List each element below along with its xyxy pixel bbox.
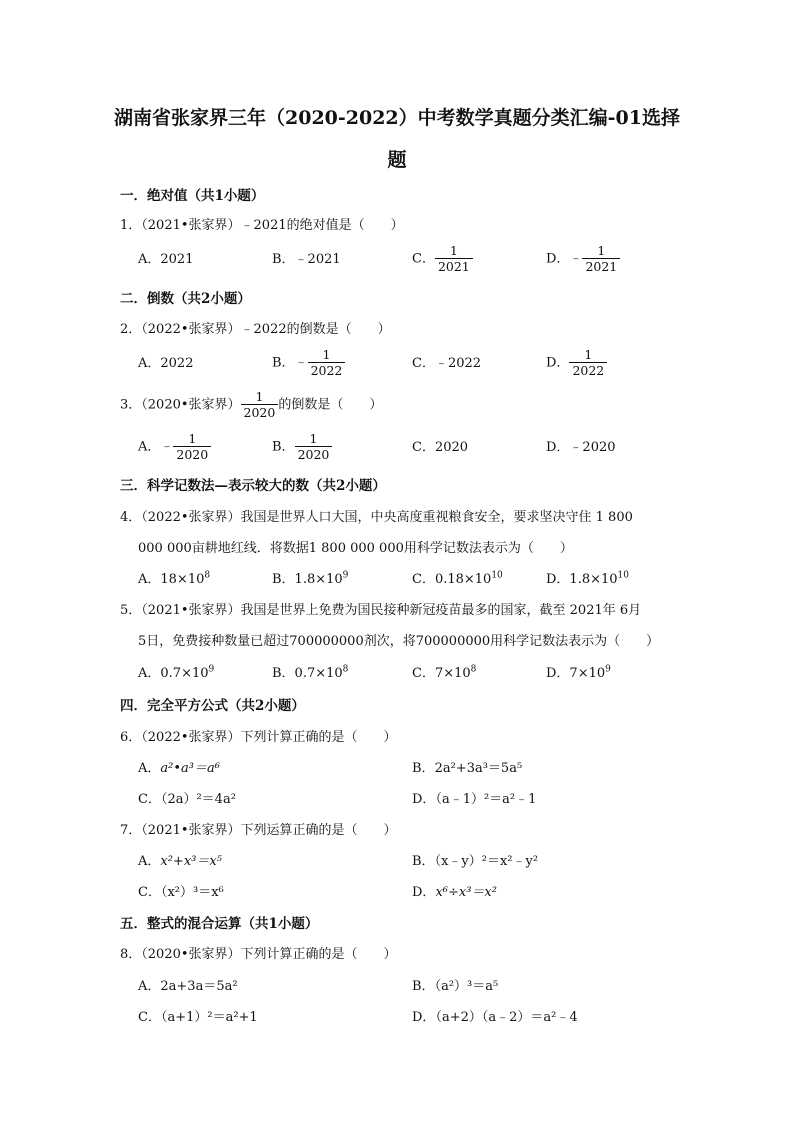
question-1-option-a: A．2021 [138, 252, 194, 267]
page-title-line2: 题 [387, 149, 407, 171]
option-expression: （a+1）²＝a²+1 [160, 1010, 258, 1025]
option-text: B．0.7×10 [272, 666, 343, 681]
option-label: C． [138, 885, 161, 900]
option-label: D． [546, 355, 570, 371]
question-3-stem [120, 390, 382, 420]
option-text: B．1.8×10 [272, 572, 343, 587]
question-8-option-d [412, 1009, 578, 1027]
option-text: D．1.8×10 [546, 572, 618, 587]
option-label: B． [412, 761, 435, 776]
question-2-option-d [546, 348, 607, 378]
question-2-option-a: A．2022 [138, 356, 194, 371]
exponent: 10 [491, 570, 503, 581]
fraction-numerator: 1 [322, 347, 331, 362]
section-heading-2: 二．倒数（共2小题） [120, 291, 251, 307]
option-label: B． [272, 439, 295, 455]
question-6-option-c [138, 791, 236, 809]
exponent: 8 [342, 664, 349, 675]
fraction [241, 390, 279, 420]
question-6-option-a [138, 760, 220, 778]
question-7-option-d [412, 884, 497, 902]
option-label: A． [138, 979, 161, 994]
section-heading-3: 三．科学记数法—表示较大的数（共2小题） [120, 478, 386, 494]
fraction-denominator: 2021 [435, 258, 473, 274]
option-expression: （a²）³＝a⁵ [434, 979, 499, 994]
option-label: D． [546, 251, 570, 267]
section-heading-5: 五．整式的混合运算（共1小题） [120, 916, 319, 932]
option-expression: 2a²+3a³＝5a⁵ [434, 761, 523, 776]
question-2-stem: 2．（2022•张家界）﹣2022的倒数是（ ） [120, 322, 391, 337]
exponent: 9 [342, 570, 349, 581]
option-label: C． [412, 251, 435, 267]
question-7-option-b [412, 853, 538, 871]
fraction [295, 432, 333, 462]
section-heading-1: 一．绝对值（共1小题） [120, 188, 265, 204]
question-1-stem: 1．（2021•张家界）﹣2021的绝对值是（ ） [120, 218, 404, 233]
question-5-option-b [272, 665, 348, 683]
fraction-denominator: 2022 [308, 362, 346, 378]
fraction-numerator: 1 [597, 243, 606, 258]
option-label: D． [412, 792, 436, 807]
question-7-option-c [138, 884, 224, 902]
fraction-denominator: 2020 [241, 404, 279, 420]
option-label: A． [138, 439, 161, 455]
minus-sign: ﹣ [569, 251, 583, 266]
exponent: 8 [470, 664, 477, 675]
option-text: D．7×10 [546, 666, 606, 681]
question-8-option-c [138, 1009, 258, 1027]
option-label: D． [412, 885, 436, 900]
question-3-option-d: D．﹣2020 [546, 440, 616, 455]
fraction-numerator: 1 [188, 431, 197, 446]
page-title-line1: 湖南省张家界三年（2020-2022）中考数学真题分类汇编-01选择 [114, 107, 680, 129]
option-text: C．7×10 [412, 666, 471, 681]
question-6-option-b [412, 760, 522, 778]
option-text: A．18×10 [138, 572, 205, 587]
fraction [435, 244, 473, 274]
option-expression: （a+2）（a﹣2）＝a²﹣4 [435, 1010, 578, 1025]
question-1-option-b: B．﹣2021 [272, 252, 341, 267]
fraction [173, 432, 211, 462]
question-4-stem-line1: 4．（2022•张家界）我国是世界人口大国，中央高度重视粮食安全，要求坚决守住 1 800 [120, 510, 633, 525]
option-expression: （2a）²＝4a² [160, 792, 236, 807]
question-8-stem: 8．（2020•张家界）下列计算正确的是（ ） [120, 947, 397, 962]
question-1-option-c [412, 244, 473, 274]
fraction-numerator: 1 [309, 431, 318, 446]
question-3-text: 的倒数是（ ） [278, 397, 383, 413]
option-text: A．0.7×10 [138, 666, 209, 681]
question-4-option-c [412, 571, 503, 589]
fraction-denominator: 2021 [582, 258, 620, 274]
option-expression: a²•a³＝a⁶ [160, 761, 220, 776]
fraction-denominator: 2020 [295, 446, 333, 462]
question-4-stem-line2: 000 000亩耕地红线．将数据1 800 000 000用科学记数法表示为（ ） [138, 541, 573, 556]
fraction [569, 348, 607, 378]
question-4-option-d [546, 571, 629, 589]
question-3-option-b [272, 432, 332, 462]
question-3-option-a [138, 432, 211, 462]
option-text: C．0.18×10 [412, 572, 492, 587]
section-heading-4: 四．完全平方公式（共2小题） [120, 698, 305, 714]
question-2-option-c: C．﹣2022 [412, 356, 482, 371]
option-expression: x²+x³＝x⁵ [160, 854, 222, 869]
exponent: 9 [605, 664, 611, 675]
option-expression: x⁶÷x³＝x² [435, 885, 497, 900]
option-label: C． [138, 1010, 161, 1025]
question-5-stem-line1: 5．（2021•张家界）我国是世界上免费为国民接种新冠疫苗最多的国家，截至 2021年 6月 [120, 603, 642, 618]
question-8-option-b [412, 978, 498, 996]
question-2-option-b [272, 348, 345, 378]
option-label: A． [138, 761, 161, 776]
question-3-option-c: C．2020 [412, 440, 469, 455]
question-6-option-d [412, 791, 536, 809]
minus-sign: ﹣ [160, 439, 174, 454]
question-5-option-d [546, 665, 611, 683]
option-expression: （x﹣y）²＝x²﹣y² [434, 854, 539, 869]
question-5-option-c [412, 665, 476, 683]
fraction-denominator: 2020 [173, 446, 211, 462]
question-3-source: 3．（2020•张家界） [120, 397, 241, 413]
option-expression: 2a+3a＝5a² [160, 979, 238, 994]
fraction-denominator: 2022 [569, 362, 607, 378]
exponent: 8 [204, 570, 211, 581]
option-label: B． [412, 979, 435, 994]
question-4-option-b [272, 571, 348, 589]
fraction-numerator: 1 [449, 243, 458, 258]
minus-sign: ﹣ [294, 355, 308, 370]
question-7-stem: 7．（2021•张家界）下列运算正确的是（ ） [120, 823, 397, 838]
option-expression: （a﹣1）²＝a²﹣1 [435, 792, 537, 807]
option-label: B． [272, 355, 295, 371]
fraction [308, 348, 346, 378]
exponent: 9 [208, 664, 215, 675]
fraction-numerator: 1 [584, 347, 593, 362]
fraction [582, 244, 620, 274]
question-6-stem: 6．（2022•张家界）下列计算正确的是（ ） [120, 730, 397, 745]
fraction-numerator: 1 [255, 389, 264, 404]
option-label: B． [412, 854, 435, 869]
option-expression: （x²）³＝x⁶ [160, 885, 224, 900]
option-label: D． [412, 1010, 436, 1025]
question-7-option-a [138, 853, 222, 871]
exponent: 10 [617, 570, 629, 581]
question-4-option-a [138, 571, 210, 589]
option-label: A． [138, 854, 161, 869]
question-8-option-a [138, 978, 238, 996]
question-5-stem-line2: 5日，免费接种数量已超过700000000剂次，将700000000用科学记数法表示为（ ） [138, 634, 660, 649]
option-label: C． [138, 792, 161, 807]
question-1-option-d [546, 244, 620, 274]
question-5-option-a [138, 665, 214, 683]
